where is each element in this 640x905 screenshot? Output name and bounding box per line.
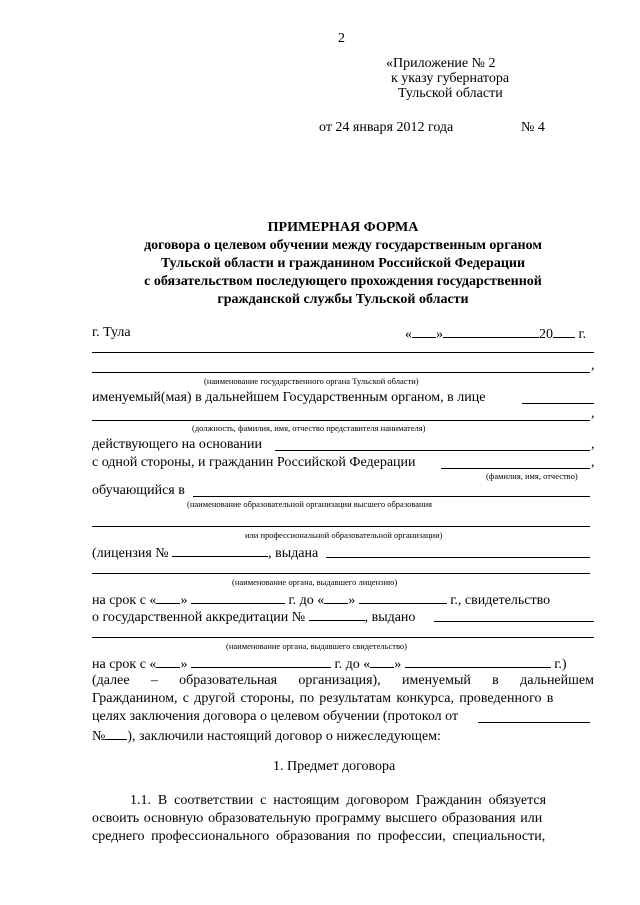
- comma: ,: [591, 455, 595, 470]
- paragraph-line: Гражданином, с другой стороны, по результатам конкурса, проведенного в: [92, 691, 554, 706]
- decree-date: от 24 января 2012 года: [319, 120, 454, 135]
- annex-line-1: «Приложение № 2: [386, 56, 496, 71]
- decree-number: № 4: [521, 120, 545, 135]
- hint-fio: (фамилия, имя, отчество): [486, 471, 578, 481]
- hint-license-org: (наименование органа, выдавшего лицензию): [232, 577, 398, 587]
- annex-line-2: к указу губернатора: [391, 71, 510, 86]
- month-blank: [443, 324, 539, 338]
- license-text: (лицензия № , выдана: [92, 543, 318, 563]
- blank-line: [92, 526, 590, 527]
- hint-edu-org: (наименование образовательной организации высшего образования: [187, 499, 433, 509]
- city: г. Тула: [92, 325, 131, 340]
- annex-line-3: Тульской области: [398, 86, 503, 101]
- comma: ,: [591, 358, 595, 373]
- section-paragraph-line: освоить основную образовательную программу высшего образования или: [92, 811, 543, 826]
- blank-line-citizen: [441, 468, 590, 469]
- day-blank: [412, 324, 436, 338]
- paragraph-line: целях заключения договора о целевом обучении (протокол от: [92, 709, 459, 724]
- section-paragraph-line: 1.1. В соответствии с настоящим договором Гражданин обязуется: [130, 793, 547, 808]
- form-title-line-3: Тульской области и гражданином Российской Федерации: [160, 256, 526, 271]
- contract-date: « » 20 г.: [405, 324, 586, 344]
- blank-line: [326, 557, 590, 558]
- hint-position: (должность, фамилия, имя, отчество представителя нанимателя): [192, 423, 426, 433]
- blank-line: [92, 352, 594, 353]
- page-number: 2: [338, 31, 345, 46]
- blank-line-edu-org: [193, 496, 590, 497]
- studying-in-text: обучающийся в: [92, 483, 185, 498]
- hint-edu-org-2: или профессиональной образовательной организации): [245, 530, 443, 540]
- certificate-term: на срок с « » г. до « » г.): [92, 654, 567, 674]
- named-as-text: именуемый(мая) в дальнейшем Государственным органом, в лице: [92, 390, 486, 405]
- form-title-line-4: с обязательством последующего прохождения государственной: [144, 274, 542, 289]
- blank-line: [522, 403, 594, 404]
- blank-line-org: [92, 372, 590, 373]
- section-heading: 1. Предмет договора: [273, 759, 396, 774]
- protocol-number-blank: [105, 726, 127, 740]
- protocol-date-blank: [478, 722, 590, 723]
- license-term: на срок с « » г. до « » г., свидетельство: [92, 590, 550, 610]
- blank-line: [275, 450, 590, 451]
- year-blank: [553, 324, 575, 338]
- section-paragraph-line: среднего профессионального образования по профессии, специальности,: [92, 829, 546, 844]
- one-side-text: с одной стороны, и гражданин Российской Федерации: [92, 455, 416, 470]
- paragraph-line: (далее – образовательная организация), именуемый в дальнейшем: [92, 673, 594, 688]
- form-title-line-5: гражданской службы Тульской области: [217, 292, 469, 307]
- hint-org: (наименование государственного органа Тульской области): [204, 376, 419, 386]
- blank-line-position: [92, 420, 590, 421]
- form-title-line-2: договора о целевом обучении между государственным органом: [144, 238, 542, 253]
- accreditation-number-blank: [309, 607, 365, 621]
- comma: ,: [591, 437, 595, 452]
- license-number-blank: [172, 543, 268, 557]
- acting-basis-text: действующего на основании: [92, 437, 263, 452]
- blank-line-cert-org: [92, 637, 594, 638]
- hint-cert-org: (наименование органа, выдавшего свидетельство): [226, 641, 408, 651]
- blank-line-license-org: [92, 573, 590, 574]
- accreditation-text: о государственной аккредитации № , выдано: [92, 607, 415, 627]
- form-title: ПРИМЕРНАЯ ФОРМА: [267, 220, 419, 235]
- blank-line: [434, 621, 594, 622]
- paragraph-line: № ), заключили настоящий договор о нижеследующем:: [92, 726, 441, 746]
- comma: ,: [591, 406, 595, 421]
